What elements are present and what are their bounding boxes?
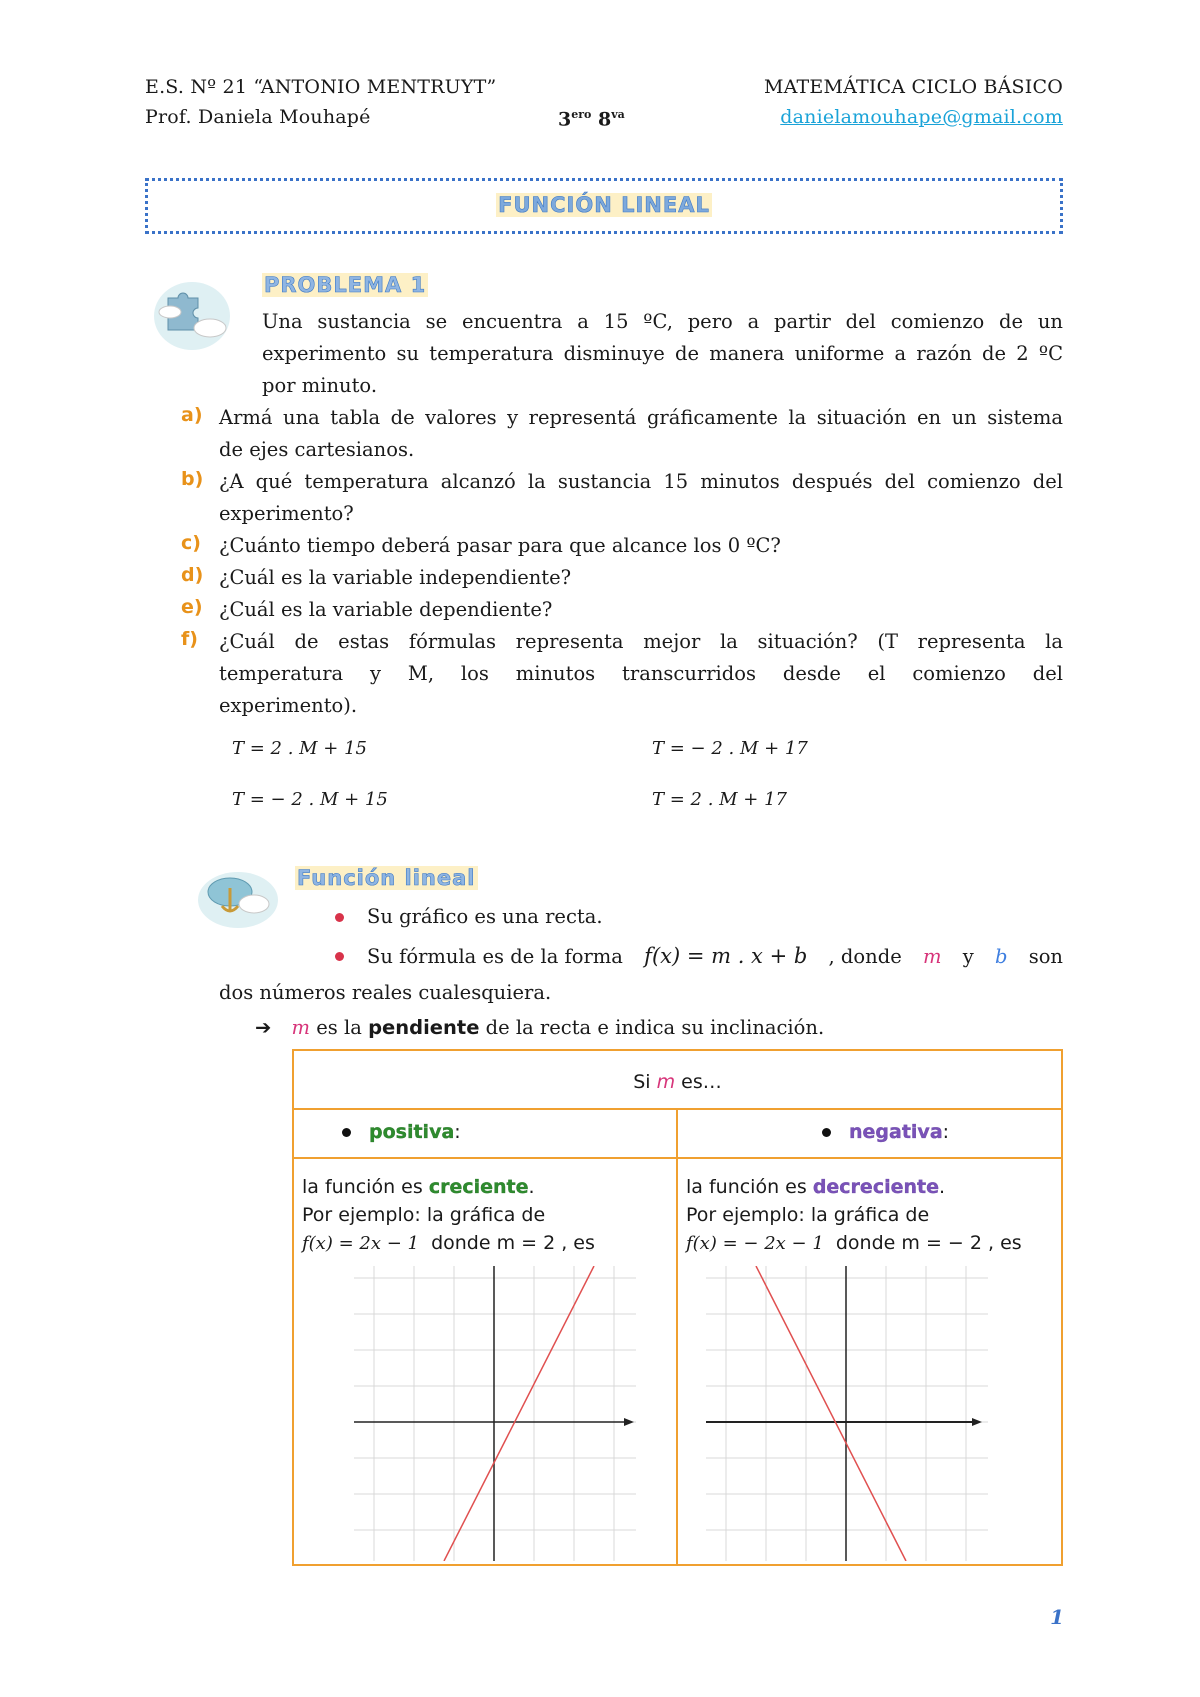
- text-span: .: [938, 1176, 946, 1198]
- decreciente-term: decreciente: [812, 1176, 939, 1198]
- text-line: Por ejemplo: la gráfica de: [302, 1204, 546, 1226]
- positive-header: [342, 1121, 461, 1143]
- theory-heading: Función lineal: [297, 866, 476, 890]
- question-label: a): [181, 404, 203, 426]
- school-name: E.S. Nº 21 “ANTONIO MENTRUYT”: [145, 76, 497, 98]
- text-line: Por ejemplo: la gráfica de: [686, 1204, 930, 1226]
- question-f: [219, 626, 1063, 722]
- puzzle-cloud-icon: [152, 276, 236, 352]
- bullet-point: [822, 1128, 831, 1137]
- text-span: donde m = − 2 , es: [835, 1232, 1022, 1254]
- linear-formula: f(x) = m . x + b: [644, 944, 808, 968]
- text-span: y: [962, 945, 974, 968]
- question-text: temperatura y M, los minutos transcurridos desde el comienzo del: [219, 662, 1063, 685]
- course-label: [558, 108, 625, 130]
- text-span: donde m = 2 , es: [431, 1232, 595, 1254]
- text-span: Si: [633, 1071, 651, 1093]
- question-e: ¿Cuál es la variable dependiente?: [219, 598, 553, 621]
- positive-slope-graph: [354, 1266, 636, 1561]
- text-span: la función es: [302, 1176, 423, 1198]
- question-label: e): [181, 596, 203, 618]
- question-c: ¿Cuánto tiempo deberá pasar para que alcance los 0 ºC?: [219, 534, 781, 557]
- question-label: b): [181, 468, 204, 490]
- problem-statement: [262, 306, 1063, 402]
- negative-description: [686, 1173, 1022, 1258]
- statement-line-3: por minuto.: [262, 374, 378, 397]
- course-division: 8: [598, 108, 612, 131]
- question-a: [219, 402, 1063, 466]
- bullet-point: [335, 913, 344, 922]
- question-text: ¿A qué temperatura alcanzó la sustancia 15 minutos después del comienzo del: [219, 470, 1063, 493]
- statement-line-1: Una sustancia se encuentra a 15 ºC, pero a partir del comienzo de un: [262, 310, 1063, 333]
- pendiente-term: pendiente: [368, 1016, 480, 1039]
- formula-option-2: T = − 2 . M + 17: [652, 738, 808, 759]
- course-year-sup: ero: [571, 108, 592, 121]
- bullet-point: [335, 952, 344, 961]
- question-text: Armá una tabla de valores y representá gráficamente la situación en un sistema: [219, 406, 1063, 429]
- text-span: es la: [316, 1016, 362, 1039]
- slope-symbol: m: [656, 1071, 676, 1093]
- bullet-point: [342, 1128, 351, 1137]
- negative-header: [822, 1121, 949, 1143]
- formula-option-3: T = − 2 . M + 15: [232, 789, 388, 810]
- function-line: [756, 1266, 906, 1561]
- slope-symbol: m: [922, 945, 942, 968]
- slope-definition: [255, 1012, 824, 1044]
- teacher-name: Prof. Daniela Mouhapé: [145, 106, 371, 128]
- page-title: FUNCIÓN LINEAL: [498, 193, 710, 217]
- question-label: d): [181, 564, 204, 586]
- text-span: :: [454, 1121, 461, 1143]
- problem-heading: PROBLEMA 1: [264, 273, 427, 297]
- text-span: de la recta e indica su inclinación.: [485, 1016, 825, 1039]
- question-text: ¿Cuál de estas fórmulas representa mejor la situación? (T representa la: [219, 630, 1063, 653]
- theory-bullet-1: Su gráfico es una recta.: [367, 905, 603, 928]
- negative-label: negativa: [849, 1121, 943, 1143]
- course-division-sup: va: [611, 108, 625, 121]
- theory-bullet-2-line2: dos números reales cualesquiera.: [219, 981, 552, 1004]
- formula-option-4: T = 2 . M + 17: [652, 789, 788, 810]
- text-span: Su fórmula es de la forma: [367, 945, 623, 968]
- positive-description: [302, 1173, 595, 1258]
- question-label: f): [181, 628, 198, 650]
- creciente-term: creciente: [428, 1176, 529, 1198]
- title-box: [145, 178, 1063, 234]
- cloud-anchor-icon: [196, 868, 280, 932]
- email-link[interactable]: danielamouhape@gmail.com: [780, 106, 1063, 128]
- theory-bullet-2: [367, 940, 1063, 973]
- course-year: 3: [558, 108, 572, 131]
- intercept-symbol: b: [994, 945, 1008, 968]
- arrow-icon: ➔: [255, 1016, 272, 1039]
- text-span: son: [1028, 945, 1063, 968]
- question-text: experimento).: [219, 694, 358, 717]
- formula-option-1: T = 2 . M + 15: [232, 738, 368, 759]
- question-text: de ejes cartesianos.: [219, 438, 415, 461]
- table-header: [294, 1071, 1061, 1093]
- function-line: [444, 1266, 594, 1561]
- positive-label: positiva: [369, 1121, 455, 1143]
- statement-line-2: experimento su temperatura disminuye de manera uniforme a razón de 2 ºC: [262, 342, 1063, 365]
- text-span: es…: [681, 1071, 722, 1093]
- text-span: .: [528, 1176, 535, 1198]
- slope-table: [292, 1049, 1063, 1566]
- text-span: , donde: [828, 945, 902, 968]
- negative-slope-graph: [706, 1266, 988, 1561]
- example-formula: f(x) = − 2x − 1: [686, 1233, 824, 1254]
- example-formula: f(x) = 2x − 1: [302, 1233, 419, 1254]
- slope-symbol: m: [291, 1016, 311, 1039]
- question-label: c): [181, 532, 201, 554]
- text-span: la función es: [686, 1176, 807, 1198]
- question-d: ¿Cuál es la variable independiente?: [219, 566, 572, 589]
- question-b: [219, 466, 1063, 530]
- question-text: experimento?: [219, 502, 354, 525]
- text-span: :: [942, 1121, 950, 1143]
- subject-name: MATEMÁTICA CICLO BÁSICO: [763, 76, 1063, 98]
- page-number: 1: [1050, 1605, 1064, 1629]
